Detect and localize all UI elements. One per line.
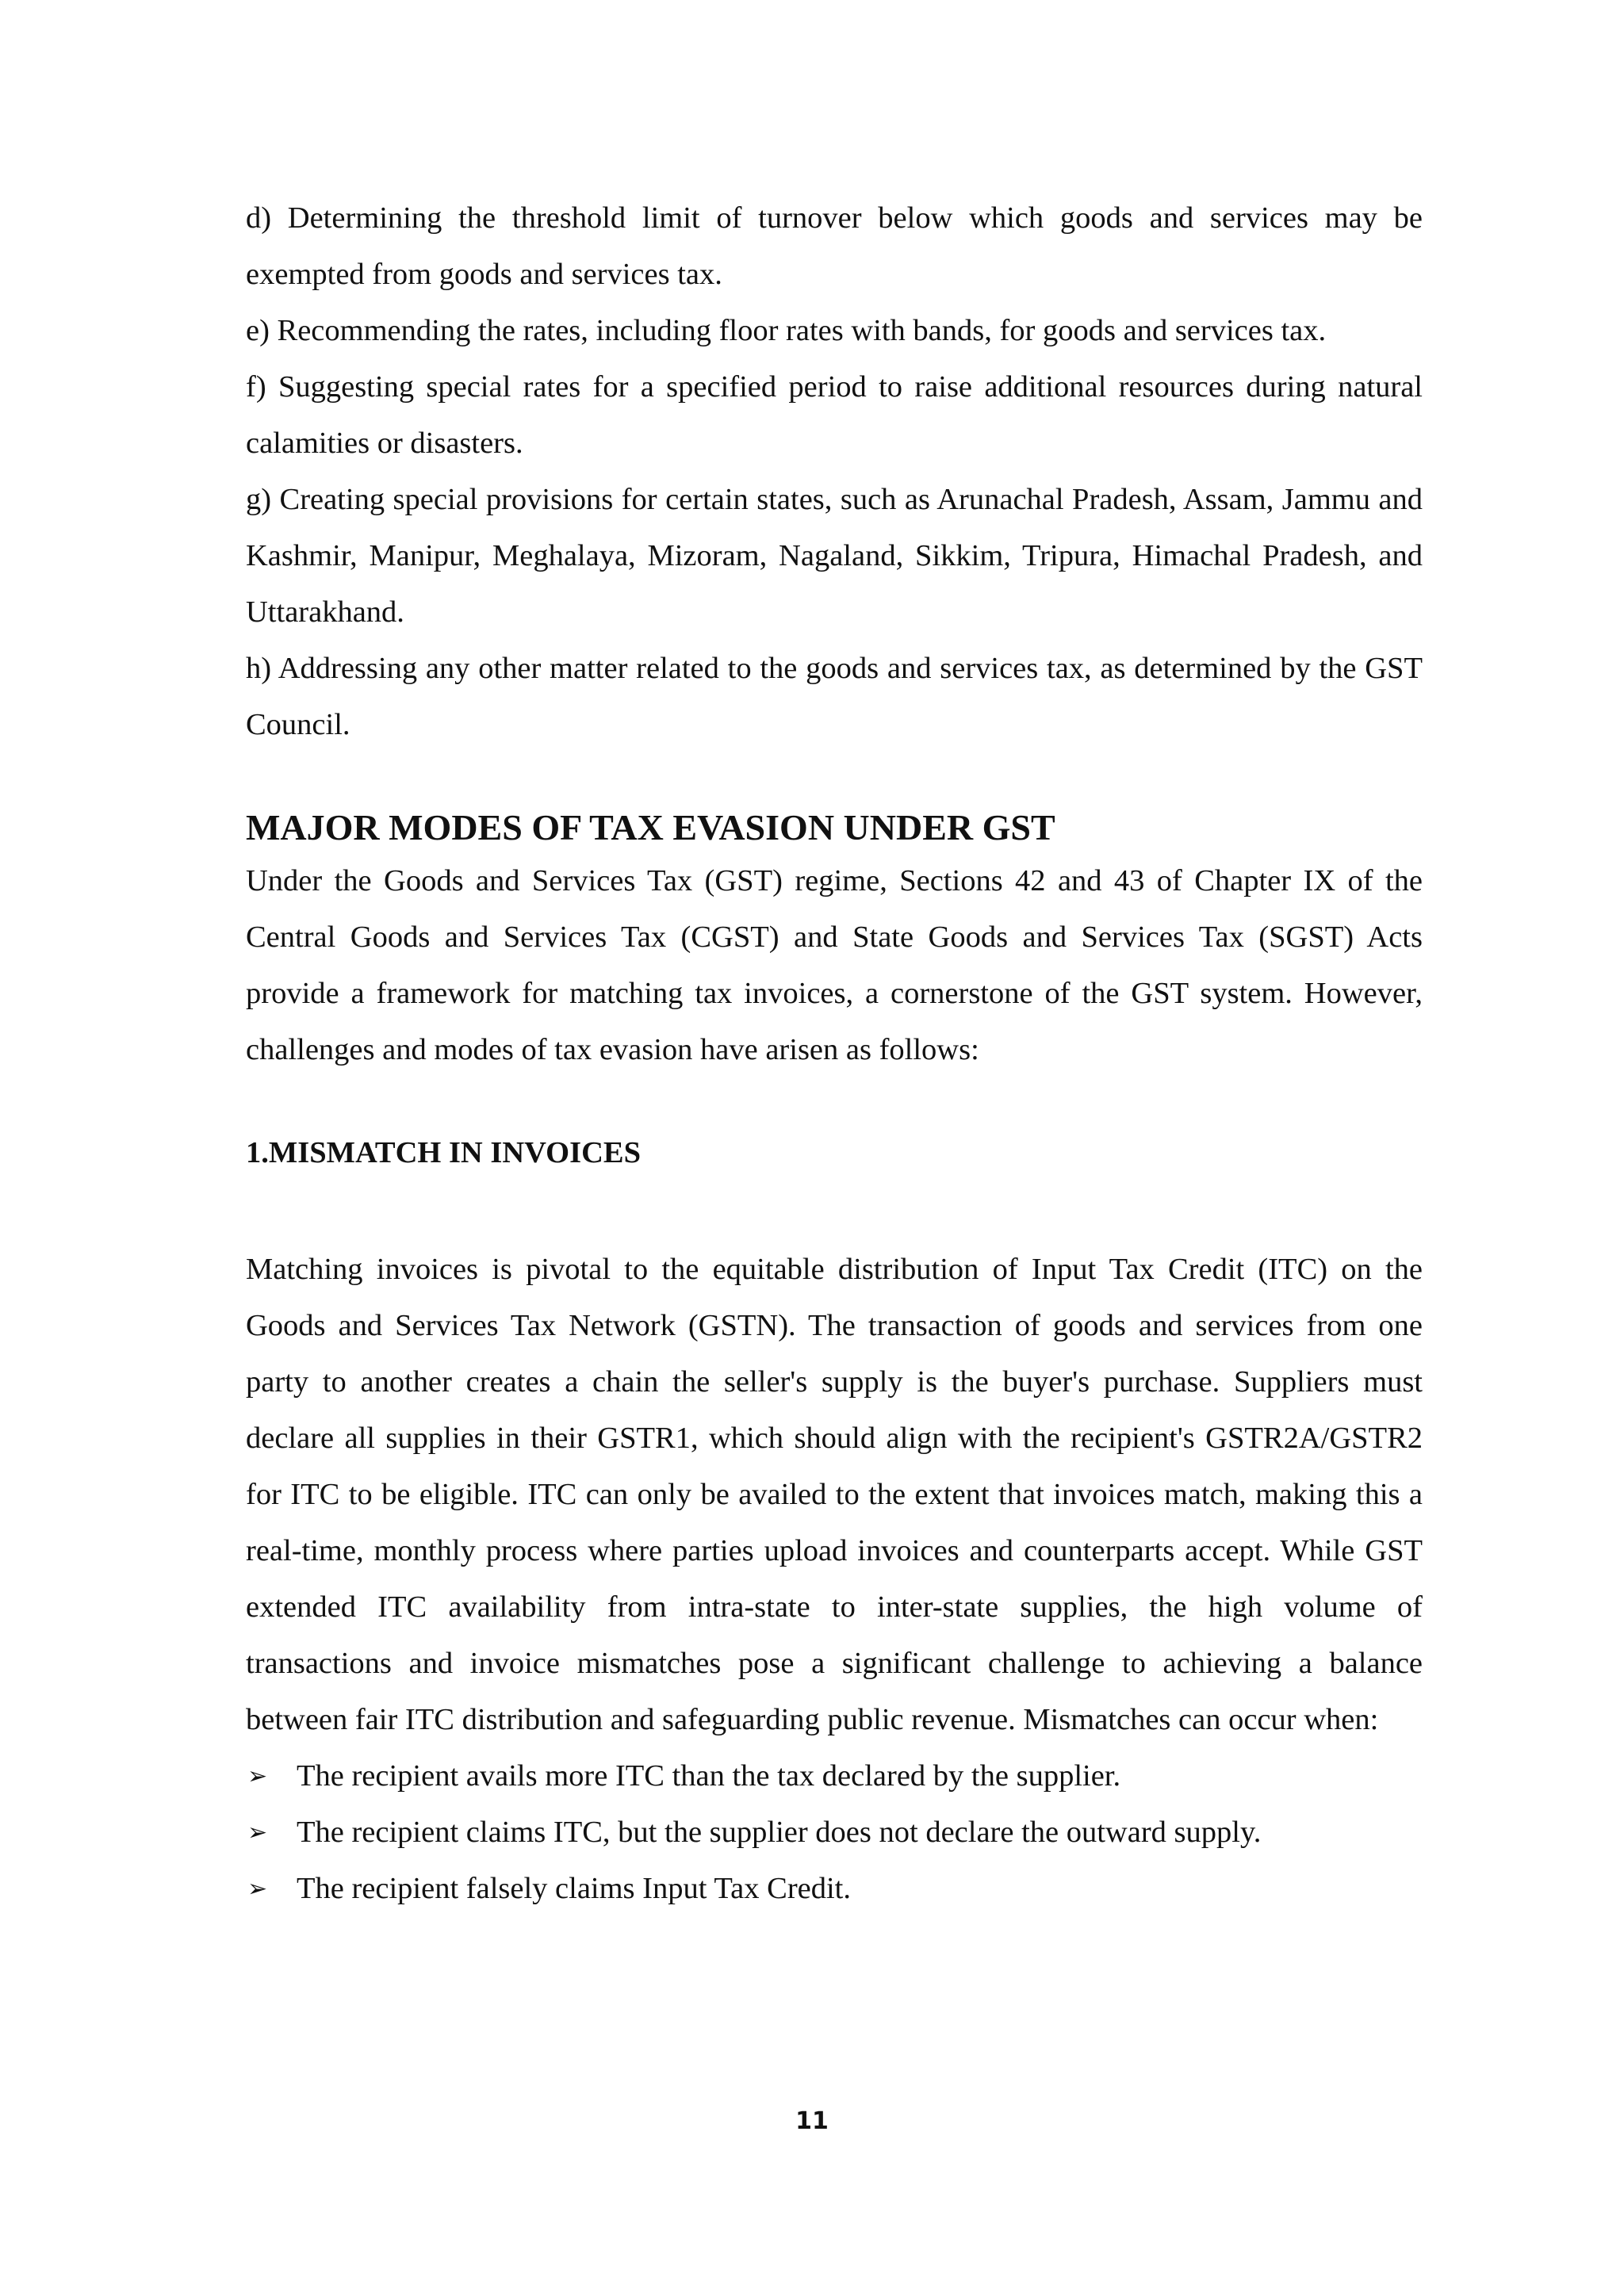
list-item-g: g) Creating special provisions for certain states, such as Arunachal Pradesh, Assam, Jammu and Kashmir, Manipur, Meghalaya, Mizoram, Nagaland, Sikkim, Tripura, Himachal Pradesh, and Uttarakhand. <box>246 483 1423 629</box>
list-continuation <box>246 190 1423 753</box>
arrow-bullet-icon: ➢ <box>247 1875 268 1903</box>
subsection-body-paragraph: Matching invoices is pivotal to the equitable distribution of Input Tax Credit (ITC) on the Goods and Services Tax Network (GSTN). The transaction of goods and services from one party to another creates a chain the seller's supply is the buyer's purchase. Suppliers must declare all supplies in their GSTR1, which should align with the recipient's GSTR2A/GSTR2 for ITC to be eligible. ITC can only be availed to the extent that invoices match, making this a real-time, monthly process where parties upload invoices and counterparts accept. While GST extended ITC availability from intra-state to inter-state supplies, the high volume of transactions and invoice mismatches pose a significant challenge to achieving a balance between fair ITC distribution and safeguarding public revenue. Mismatches can occur when: <box>246 1253 1423 1736</box>
arrow-bullet-icon: ➢ <box>247 1762 268 1790</box>
document-page <box>246 190 1423 1917</box>
list-item <box>246 1748 1423 1804</box>
list-item-h: h) Addressing any other matter related to the goods and services tax, as determined by the GST Council. <box>246 652 1423 741</box>
bullet-list <box>246 1748 1423 1917</box>
subsection-heading: 1.MISMATCH IN INVOICES <box>246 1136 641 1169</box>
bullet-text: The recipient falsely claims Input Tax Credit. <box>297 1872 851 1905</box>
list-item-d: d) Determining the threshold limit of turnover below which goods and services may be exempted from goods and services tax. <box>246 201 1423 291</box>
section-heading: MAJOR MODES OF TAX EVASION UNDER GST <box>246 807 1055 848</box>
bullet-text: The recipient claims ITC, but the supplier does not declare the outward supply. <box>297 1816 1262 1849</box>
list-item <box>246 1804 1423 1861</box>
bullet-text: The recipient avails more ITC than the tax declared by the supplier. <box>297 1759 1121 1793</box>
page-number: 11 <box>795 2107 829 2135</box>
list-item-e: e) Recommending the rates, including floor rates with bands, for goods and services tax. <box>246 314 1327 347</box>
list-item <box>246 1861 1423 1917</box>
arrow-bullet-icon: ➢ <box>247 1819 268 1846</box>
section-intro-paragraph: Under the Goods and Services Tax (GST) regime, Sections 42 and 43 of Chapter IX of the Central Goods and Services Tax (CGST) and State Goods and Services Tax (SGST) Acts provide a framework for matching tax invoices, a cornerstone of the GST system. However, challenges and modes of tax evasion have arisen as follows: <box>246 864 1423 1066</box>
list-item-f: f) Suggesting special rates for a specified period to raise additional resources during natural calamities or disasters. <box>246 370 1423 460</box>
